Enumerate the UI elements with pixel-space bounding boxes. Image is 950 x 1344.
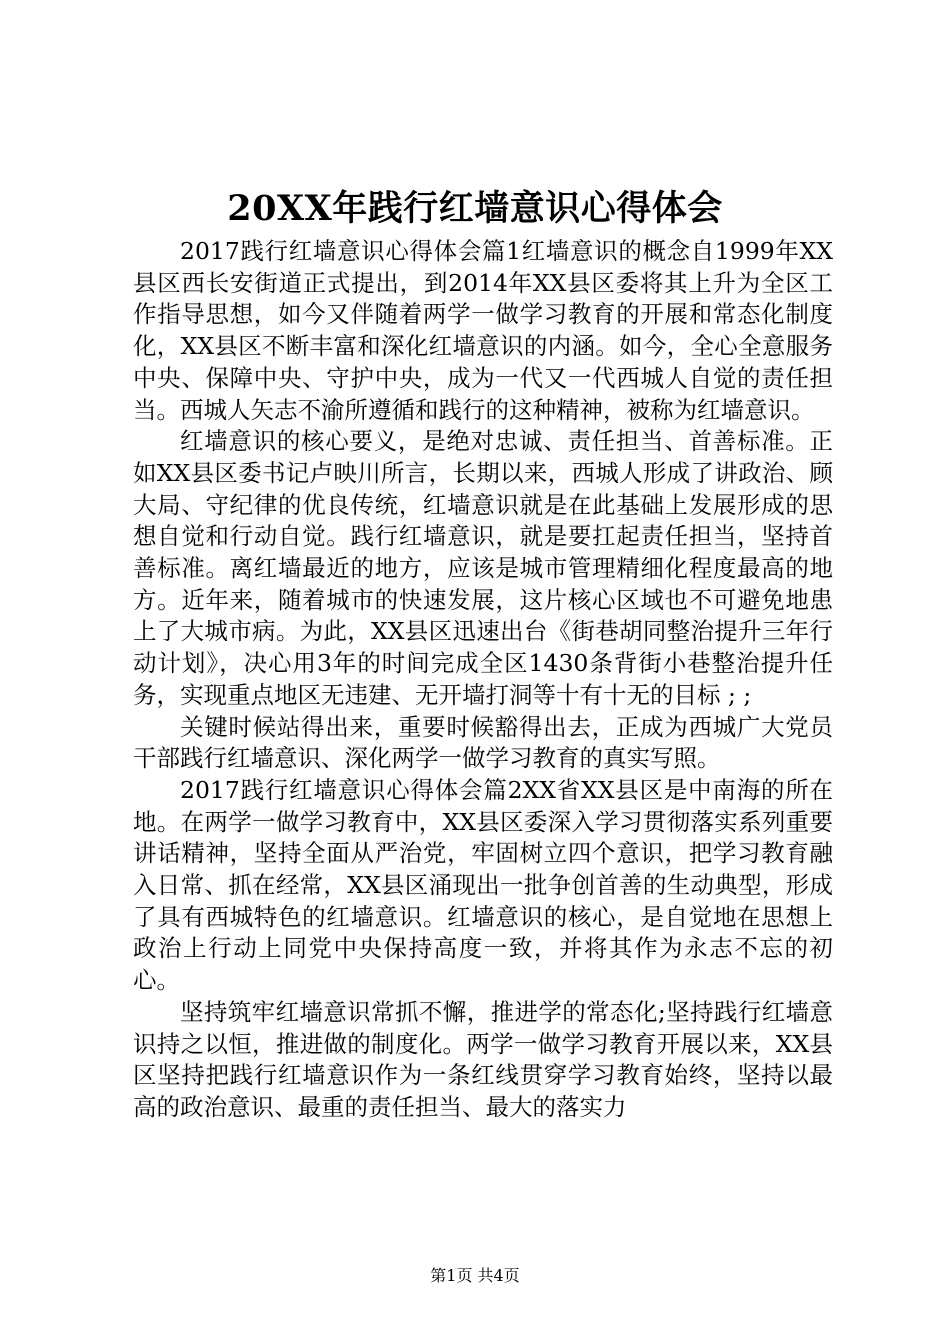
paragraph: 红墙意识的核心要义，是绝对忠诚、责任担当、首善标准。正如XX县区委书记卢映川所言，长期以来，西城人形成了讲政治、顾大局、守纪律的优良传统，红墙意识就是在此基础上发展形成的思想自觉和行动自觉。践行红墙意识，就是要扛起责任担当，坚持首善标准。离红墙最近的地方，应该是城市管理精细化程度最高的地方。近年来，随着城市的快速发展，这片核心区域也不可避免地患上了大城市病。为此，XX县区迅速出台《街巷胡同整治提升三年行动计划》，决心用3年的时间完成全区1430条背街小巷整治提升任务，实现重点地区无违建、无开墙打洞等十有十无的目标 ; ; [133,427,833,709]
paragraph: 坚持筑牢红墙意识常抓不懈，推进学的常态化;坚持践行红墙意识持之以恒，推进做的制度化。两学一做学习教育开展以来，XX县区坚持把践行红墙意识作为一条红线贯穿学习教育始终，坚持以最高的政治意识、最重的责任担当、最大的落实力 [133,997,833,1121]
document-body [133,236,833,1124]
page-footer: 第1页 共4页 [430,1266,520,1285]
document-title: 20XX年践行红墙意识心得体会 [227,188,723,229]
paragraph: 2017践行红墙意识心得体会篇1红墙意识的概念自1999年XX县区西长安街道正式提出，到2014年XX县区委将其上升为全区工作指导思想，如今又伴随着两学一做学习教育的开展和常态化制度化，XX县区不断丰富和深化红墙意识的内涵。如今，全心全意服务中央、保障中央、守护中央，成为一代又一代西城人自觉的责任担当。西城人矢志不渝所遵循和践行的这种精神，被称为红墙意识。 [133,237,833,424]
paragraph: 2017践行红墙意识心得体会篇2XX省XX县区是中南海的所在地。在两学一做学习教育中，XX县区委深入学习贯彻落实系列重要讲话精神，坚持全面从严治党，牢固树立四个意识，把学习教育融入日常、抓在经常，XX县区涌现出一批争创首善的生动典型，形成了具有西城特色的红墙意识。红墙意识的核心，是自觉地在思想上政治上行动上同党中央保持高度一致，并将其作为永志不忘的初心。 [133,775,833,995]
paragraph: 关键时候站得出来，重要时候豁得出去，正成为西城广大党员干部践行红墙意识、深化两学一做学习教育的真实写照。 [133,712,833,773]
